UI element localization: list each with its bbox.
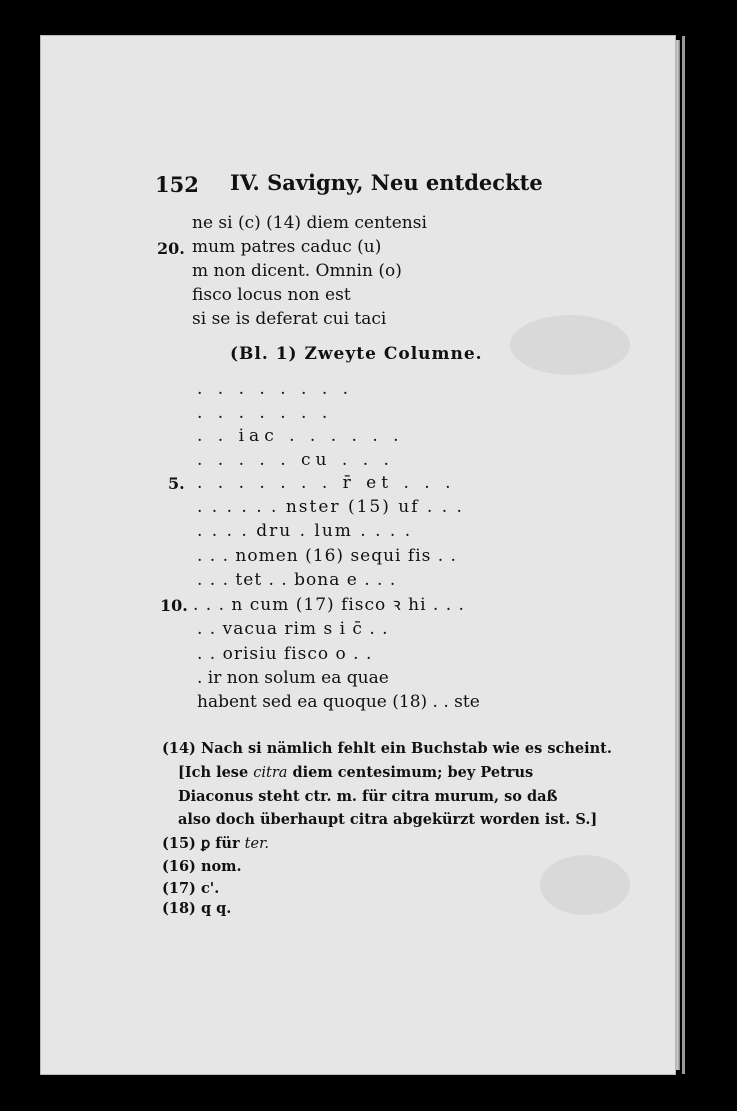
text-line: . . orisiu fisco o . . bbox=[197, 644, 373, 664]
footnote-text: diem centesimum; bey Petrus bbox=[287, 764, 534, 781]
footnote-14: (14) Nach si nämlich fehlt ein Buchstab wie es scheint. bbox=[162, 740, 612, 757]
text-line: m non dicent. Omnin (o) bbox=[192, 261, 402, 281]
text-line: fisco locus non est bbox=[192, 285, 351, 305]
footnote-text: (15) ꝑ für bbox=[162, 835, 245, 852]
line-number: 10. bbox=[160, 596, 188, 615]
footnote-14-line3: Diaconus steht ctr. m. für citra murum, so daß bbox=[178, 788, 558, 805]
bleed-through-smudge bbox=[510, 315, 630, 375]
line-number: 5. bbox=[168, 474, 185, 493]
line-number: 20. bbox=[157, 239, 185, 258]
text-line: . . . . . . nster (15) uf . . . bbox=[197, 497, 464, 517]
footnote-18: (18) q q. bbox=[162, 900, 232, 917]
text-line: . . . nomen (16) sequi fis . . bbox=[197, 546, 457, 566]
footnote-15 bbox=[162, 835, 269, 852]
text-line: . . . n cum (17) fisco ꝛ hi . . . bbox=[193, 595, 465, 615]
text-line: . . . tet . . bona e . . . bbox=[197, 570, 397, 590]
page-edge-line bbox=[682, 36, 685, 1074]
text-line: habent sed ea quoque (18) . . ste bbox=[197, 692, 480, 712]
footnote-italic: ter. bbox=[244, 836, 270, 852]
text-line: . . . . . cu . . . bbox=[197, 450, 394, 470]
footnote-16: (16) nom. bbox=[162, 858, 242, 875]
footnote-italic: citra bbox=[253, 765, 288, 781]
text-line: . . . . . . . r̄ et . . . bbox=[197, 473, 456, 493]
text-line: . . . . . . . bbox=[197, 403, 333, 423]
text-line: . . vacua rim s i c̄ . . bbox=[197, 619, 389, 639]
page-number: 152 bbox=[155, 172, 199, 197]
text-line: ne si (c) (14) diem centensi bbox=[192, 213, 427, 233]
text-line: . ir non solum ea quae bbox=[197, 668, 389, 688]
text-line: mum patres caduc (u) bbox=[192, 237, 382, 257]
text-line: si se is deferat cui taci bbox=[192, 309, 387, 329]
footnote-17: (17) c'. bbox=[162, 880, 220, 897]
footnote-14-line2 bbox=[178, 764, 533, 781]
bleed-through-smudge bbox=[540, 855, 630, 915]
column-heading: (Bl. 1) Zweyte Columne. bbox=[230, 344, 483, 364]
footnote-14-line4: also doch überhaupt citra abgekürzt worden ist. S.] bbox=[178, 811, 598, 828]
footnote-text: [Ich lese bbox=[178, 764, 254, 781]
running-title: IV. Savigny, Neu entdeckte bbox=[230, 170, 543, 195]
text-line: . . . . dru . lum . . . . bbox=[197, 521, 413, 541]
text-line: . . iac . . . . . . bbox=[197, 426, 404, 446]
text-line: . . . . . . . . bbox=[197, 379, 354, 399]
